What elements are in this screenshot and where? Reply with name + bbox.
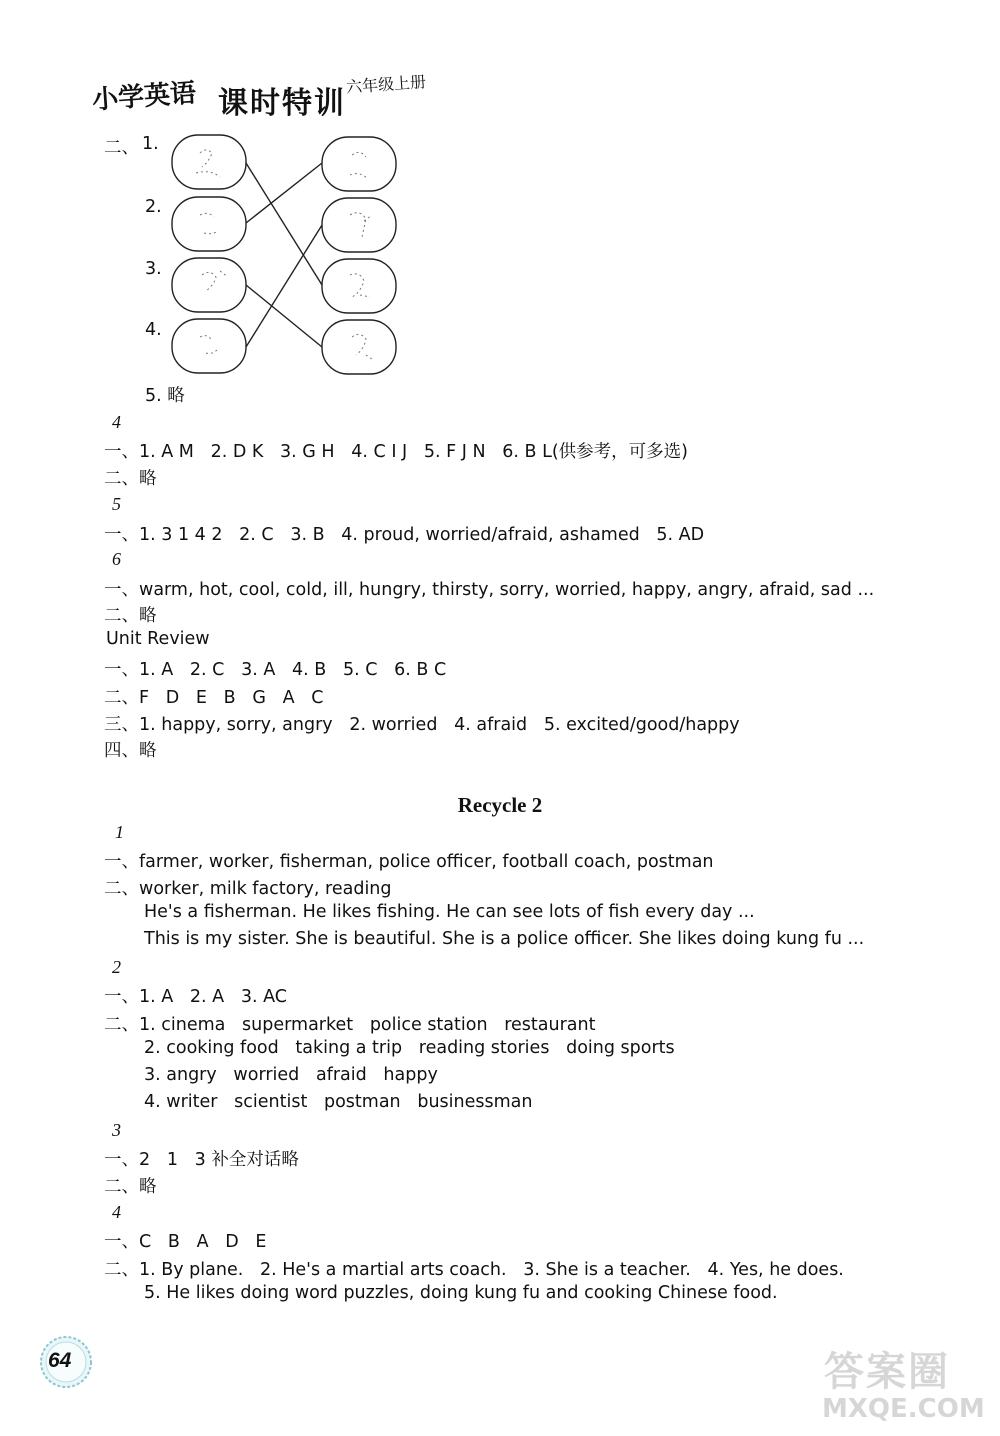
exercise-number: 6 bbox=[112, 549, 121, 569]
answer-line: 2. cooking food taking a trip reading stories doing sports bbox=[144, 1038, 675, 1058]
section-title: Recycle 2 bbox=[457, 793, 543, 817]
exercise-number: 4 bbox=[112, 1202, 121, 1222]
match-label-3: 3. bbox=[145, 259, 162, 279]
exercise-number: 1 bbox=[115, 822, 124, 842]
match-line-1-3 bbox=[246, 163, 322, 285]
answer-line: 一、farmer, worker, fisherman, police officer, football coach, postman bbox=[104, 852, 714, 872]
answer-line: 一、warm, hot, cool, cold, ill, hungry, thirsty, sorry, worried, happy, angry, afraid, sad ... bbox=[104, 580, 875, 600]
answer-line: 三、1. happy, sorry, angry 2. worried 4. afraid 5. excited/good/happy bbox=[104, 715, 740, 735]
match-prefix: 二、 bbox=[104, 138, 139, 158]
answer-line: 一、1. A M 2. D K 3. G H 4. C I J 5. F J N 6. B L(供参考，可多选) bbox=[104, 442, 689, 462]
match-label-1: 1. bbox=[142, 134, 159, 154]
answer-line: 二、worker, milk factory, reading bbox=[104, 879, 392, 899]
answer-line: 四、略 bbox=[104, 741, 157, 761]
left-picture-frame-4 bbox=[172, 319, 246, 373]
answer-line: 一、2 1 3 补全对话略 bbox=[104, 1150, 299, 1170]
answer-line: 二、略 bbox=[104, 469, 157, 489]
left-picture-frame-2 bbox=[172, 197, 246, 251]
exercise-number: 3 bbox=[112, 1120, 121, 1140]
answer-line: 一、1. 3 1 4 2 2. C 3. B 4. proud, worried/afraid, ashamed 5. AD bbox=[104, 525, 705, 545]
right-picture-frame-3 bbox=[322, 259, 396, 313]
match-line-4-2 bbox=[246, 225, 322, 347]
watermark-bottom-text: MXQE.COM bbox=[822, 1394, 985, 1424]
exercise-number: 2 bbox=[112, 957, 121, 977]
answer-line: 一、1. A 2. A 3. AC bbox=[104, 987, 287, 1007]
header-grade: 六年级上册 bbox=[345, 72, 427, 97]
left-picture-frame-1 bbox=[172, 135, 246, 189]
book-header bbox=[91, 62, 472, 121]
page-number: 64 bbox=[48, 1349, 72, 1372]
right-picture-frame-1 bbox=[322, 137, 396, 191]
answer-line: He's a fisherman. He likes fishing. He can see lots of fish every day ... bbox=[144, 902, 755, 922]
answer-line: 一、C B A D E bbox=[104, 1232, 267, 1252]
answer-line: 4. writer scientist postman businessman bbox=[144, 1092, 533, 1112]
watermark-logo bbox=[818, 1340, 993, 1430]
answer-line: 二、略 bbox=[104, 606, 157, 626]
answer-line: This is my sister. She is beautiful. She is a police officer. She likes doing kung fu ... bbox=[144, 929, 865, 949]
right-picture-frame-4 bbox=[322, 320, 396, 374]
exercise-number: 5 bbox=[112, 494, 121, 514]
answer-line: 3. angry worried afraid happy bbox=[144, 1065, 438, 1085]
answer-line: 5. He likes doing word puzzles, doing kung fu and cooking Chinese food. bbox=[144, 1283, 778, 1303]
header-series: 课时特训 bbox=[218, 86, 346, 121]
matching-diagram bbox=[160, 125, 410, 385]
left-picture-frame-3 bbox=[172, 258, 246, 312]
answer-line: 二、略 bbox=[104, 1177, 157, 1197]
right-picture-frame-2 bbox=[322, 198, 396, 252]
match-label-2: 2. bbox=[145, 197, 162, 217]
header-subject: 小学英语 bbox=[91, 78, 198, 116]
match-line-3-4 bbox=[246, 285, 322, 347]
answer-line: 一、1. A 2. C 3. A 4. B 5. C 6. B C bbox=[104, 660, 447, 680]
answer-line: 二、1. By plane. 2. He's a martial arts coach. 3. She is a teacher. 4. Yes, he does. bbox=[104, 1260, 844, 1280]
match-label-4: 4. bbox=[145, 320, 162, 340]
answer-line: Unit Review bbox=[106, 629, 210, 649]
answer-line: 二、1. cinema supermarket police station restaurant bbox=[104, 1015, 596, 1035]
answer-line: 二、F D E B G A C bbox=[104, 688, 324, 708]
match-line-2-1 bbox=[246, 163, 322, 223]
page-number-badge bbox=[38, 1334, 94, 1390]
exercise-number: 4 bbox=[112, 412, 121, 432]
watermark-top-text: 答案圈 bbox=[824, 1349, 950, 1395]
match-item-5: 5. 略 bbox=[145, 386, 185, 406]
